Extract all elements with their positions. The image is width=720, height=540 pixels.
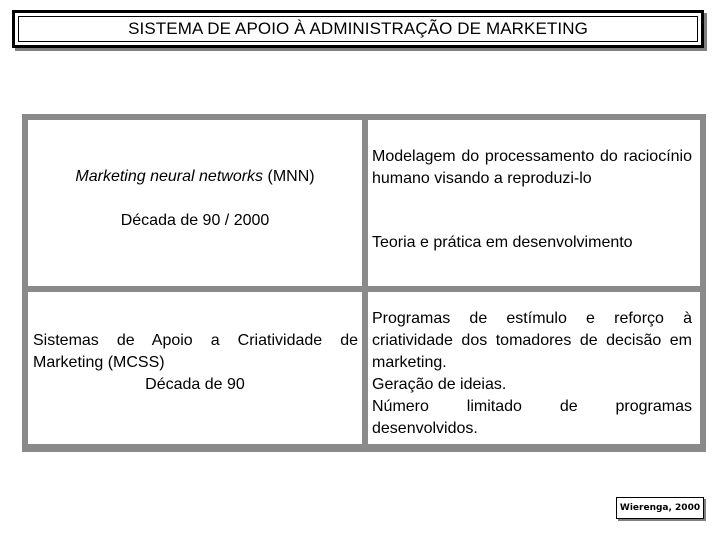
mcss-limitation-word: Número (372, 398, 429, 415)
mcss-limitation-word: limitado (466, 398, 522, 415)
mcss-description (372, 308, 692, 440)
mnn-system-name (28, 166, 362, 188)
mcss-limitation-line (372, 396, 692, 418)
mnn-description: Modelagem do processamento do raciocínio humano visando a reproduzi-lo (372, 148, 692, 187)
table-cell-mnn-name (28, 120, 362, 286)
mnn-name-italic: Marketing neural networks (75, 168, 264, 185)
mnn-acronym: (MNN) (263, 168, 315, 185)
mcss-description-line: Programas de estímulo e reforço à criatividade dos tomadores de decisão em marketing. (372, 310, 692, 371)
citation-text: Wierenga, 2000 (619, 503, 701, 513)
citation-box (616, 497, 704, 519)
title-frame (18, 16, 698, 42)
mcss-limitation-end: desenvolvidos. (372, 420, 478, 437)
mnn-status: Teoria e prática em desenvolvimento (372, 234, 633, 251)
table-cell-mcss-name (28, 292, 362, 444)
mnn-decade: Década de 90 / 2000 (120, 212, 270, 229)
table-cell-mcss-description (368, 292, 700, 444)
mcss-limitation-word: de (559, 398, 578, 415)
comparison-table (22, 114, 706, 452)
mcss-system-name: Sistemas de Apoio a Criatividade de Marketing (MCSS) (33, 332, 358, 371)
mcss-description-line: Geração de ideias. (372, 376, 507, 393)
title-box (12, 10, 704, 48)
mcss-decade: Década de 90 (145, 376, 245, 393)
table-cell-mnn-description (368, 120, 700, 286)
mcss-limitation-word: programas (615, 398, 692, 415)
page-title: SISTEMA DE APOIO À ADMINISTRAÇÃO DE MARKETING (128, 19, 588, 38)
